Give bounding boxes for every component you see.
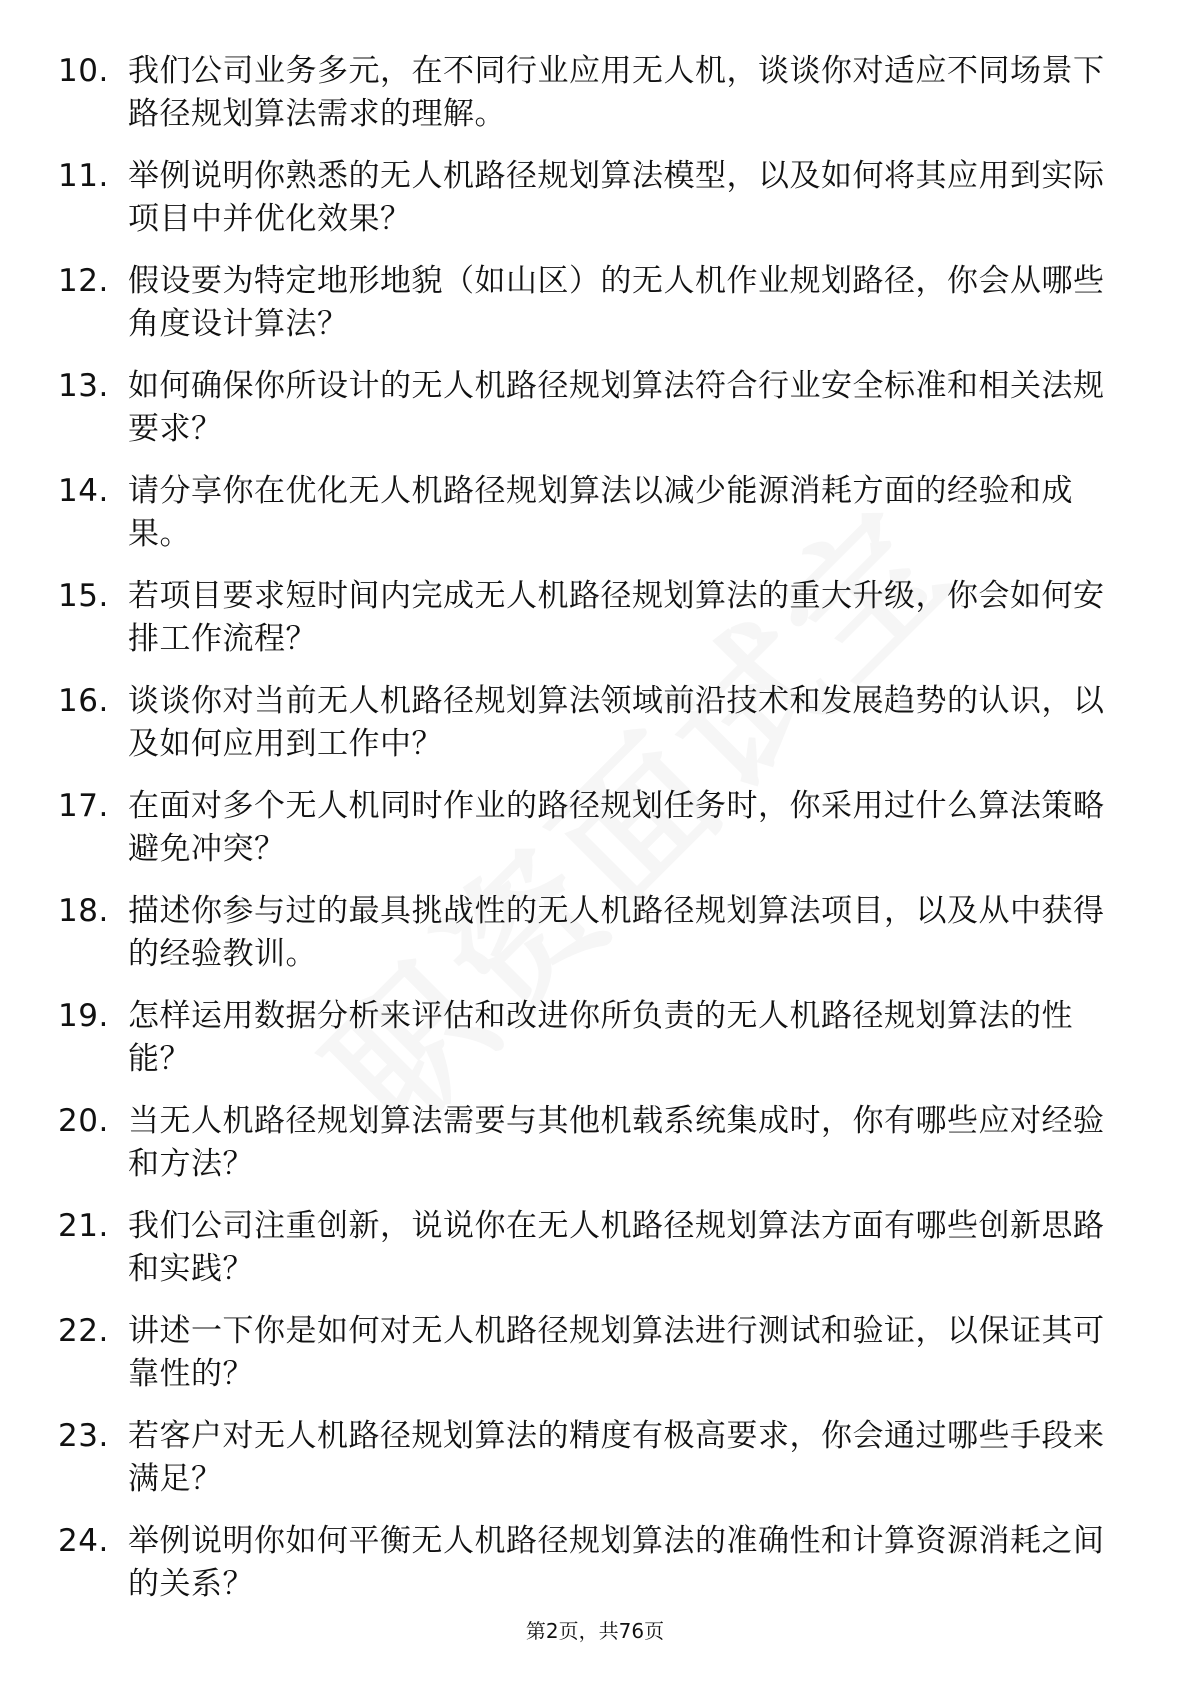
question-list (58, 50, 1128, 1625)
question-number: 18. (58, 893, 109, 929)
question-item (58, 470, 1128, 556)
question-item (58, 1520, 1128, 1606)
question-item (58, 260, 1128, 346)
question-text: 怎样运用数据分析来评估和改进你所负责的无人机路径规划算法的性能？ (128, 998, 1073, 1077)
question-number: 16. (58, 683, 109, 719)
question-number: 22. (58, 1313, 109, 1349)
question-item (58, 1415, 1128, 1501)
question-item (58, 1310, 1128, 1396)
question-number: 17. (58, 788, 109, 824)
question-number: 21. (58, 1208, 109, 1244)
question-text: 谈谈你对当前无人机路径规划算法领域前沿技术和发展趋势的认识，以及如何应用到工作中？ (128, 683, 1105, 762)
question-text: 假设要为特定地形地貌（如山区）的无人机作业规划路径，你会从哪些角度设计算法？ (128, 263, 1105, 342)
question-text: 我们公司注重创新，说说你在无人机路径规划算法方面有哪些创新思路和实践？ (128, 1208, 1105, 1287)
question-number: 19. (58, 998, 109, 1034)
question-text: 描述你参与过的最具挑战性的无人机路径规划算法项目，以及从中获得的经验教训。 (128, 893, 1105, 972)
question-number: 20. (58, 1103, 109, 1139)
question-text: 举例说明你如何平衡无人机路径规划算法的准确性和计算资源消耗之间的关系？ (128, 1523, 1105, 1602)
question-number: 23. (58, 1418, 109, 1454)
question-item (58, 365, 1128, 451)
question-text: 若项目要求短时间内完成无人机路径规划算法的重大升级，你会如何安排工作流程？ (128, 578, 1105, 657)
question-number: 12. (58, 263, 109, 299)
question-item (58, 995, 1128, 1081)
question-number: 13. (58, 368, 109, 404)
question-text: 在面对多个无人机同时作业的路径规划任务时，你采用过什么算法策略避免冲突？ (128, 788, 1105, 867)
question-item (58, 155, 1128, 241)
question-text: 我们公司业务多元，在不同行业应用无人机，谈谈你对适应不同场景下路径规划算法需求的理解。 (128, 53, 1105, 132)
question-number: 10. (58, 53, 109, 89)
question-number: 14. (58, 473, 109, 509)
question-item (58, 575, 1128, 661)
question-text: 请分享你在优化无人机路径规划算法以减少能源消耗方面的经验和成果。 (128, 473, 1073, 552)
question-item (58, 50, 1128, 136)
question-item (58, 680, 1128, 766)
question-text: 若客户对无人机路径规划算法的精度有极高要求，你会通过哪些手段来满足？ (128, 1418, 1105, 1497)
page-footer: 第2页，共76页 (525, 1619, 665, 1643)
question-text: 当无人机路径规划算法需要与其他机载系统集成时，你有哪些应对经验和方法？ (128, 1103, 1105, 1182)
question-text: 如何确保你所设计的无人机路径规划算法符合行业安全标准和相关法规要求？ (128, 368, 1105, 447)
question-number: 11. (58, 158, 109, 194)
question-text: 讲述一下你是如何对无人机路径规划算法进行测试和验证，以保证其可靠性的？ (128, 1313, 1105, 1392)
question-number: 15. (58, 578, 109, 614)
question-item (58, 785, 1128, 871)
question-text: 举例说明你熟悉的无人机路径规划算法模型，以及如何将其应用到实际项目中并优化效果？ (128, 158, 1105, 237)
question-item (58, 1205, 1128, 1291)
question-item (58, 1100, 1128, 1186)
question-item (58, 890, 1128, 976)
question-number: 24. (58, 1523, 109, 1559)
